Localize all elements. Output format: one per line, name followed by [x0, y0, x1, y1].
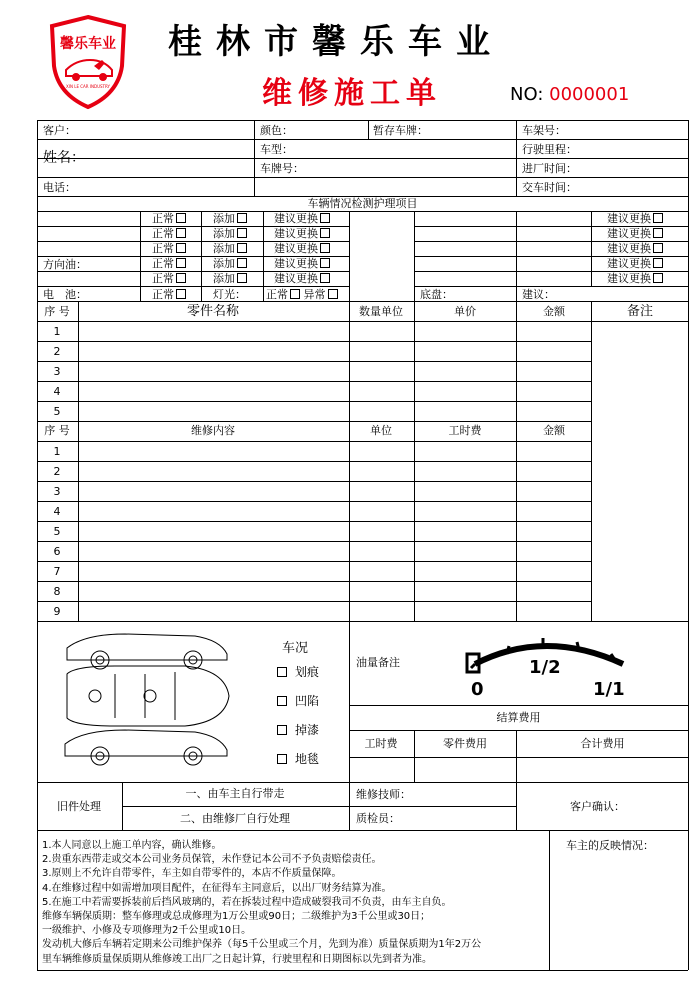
grid-line	[37, 401, 591, 402]
parts-row-number: 2	[53, 345, 61, 358]
grid-line	[516, 211, 517, 301]
repair-row-number: 4	[53, 505, 61, 518]
insp-replace-3	[274, 242, 330, 255]
grid-line	[37, 521, 591, 522]
insp-replace-checkbox[interactable]	[653, 243, 663, 253]
battery-normal	[152, 288, 186, 301]
insp-replace-checkbox[interactable]	[653, 228, 663, 238]
logo-text: 馨乐车业	[60, 36, 116, 52]
grid-line	[37, 481, 591, 482]
insp-add-4	[213, 257, 247, 270]
insp-normal-label: 正常	[152, 242, 174, 255]
repair-content-header: 维修内容	[191, 424, 235, 437]
terms-line: 4.在维修过程中如需增加项目配件，在征得车主同意后，以出厂财务结算为准。	[42, 882, 392, 894]
grid-line	[37, 541, 591, 542]
inspector-label: 质检员：	[356, 812, 400, 825]
grid-line	[549, 830, 550, 970]
insp-add-label: 添加	[213, 212, 235, 225]
insp-replace-label: 建议更换	[607, 242, 651, 255]
chassis-label: 底盘：	[420, 288, 453, 301]
insp-replace-label: 建议更换	[274, 212, 318, 225]
insp-add-1	[213, 212, 247, 225]
suggest-label: 建议：	[522, 288, 555, 301]
condition-item	[277, 723, 319, 737]
insp-replace-checkbox[interactable]	[320, 243, 330, 253]
repair-row-number: 1	[53, 445, 61, 458]
repair-unit-header: 单位	[370, 424, 392, 437]
insp-normal-2	[152, 227, 186, 240]
insp-normal-5	[152, 272, 186, 285]
insp-add-label: 添加	[213, 242, 235, 255]
insp-add-checkbox[interactable]	[237, 258, 247, 268]
battery-label: 电 池：	[43, 288, 87, 301]
insp-replace-5	[274, 272, 330, 285]
condition-checkbox[interactable]	[277, 667, 287, 677]
insp-right-replace-2	[607, 227, 663, 240]
out-time-label: 交车时间：	[522, 181, 577, 194]
condition-item	[277, 752, 319, 766]
technician-label: 维修技师：	[356, 788, 411, 801]
insp-normal-checkbox[interactable]	[176, 258, 186, 268]
grid-line	[37, 830, 688, 831]
bottom-edge-strip	[0, 972, 691, 987]
insp-add-label: 添加	[213, 227, 235, 240]
insp-normal-label: 正常	[152, 272, 174, 285]
insp-replace-checkbox[interactable]	[320, 258, 330, 268]
condition-title: 车况	[282, 641, 309, 656]
vin-label: 车架号：	[522, 124, 566, 137]
repair-seq-header: 序 号	[44, 424, 70, 437]
parts-amount-header: 金额	[543, 305, 565, 318]
insp-normal-label: 正常	[152, 257, 174, 270]
grid-line	[254, 120, 255, 196]
condition-checkbox[interactable]	[277, 696, 287, 706]
insp-replace-4	[274, 257, 330, 270]
total-fee-label: 合计费用	[580, 737, 625, 750]
grid-line	[263, 211, 264, 301]
old-parts-option-2: 二、由维修厂自行处理	[180, 812, 290, 825]
insp-add-checkbox[interactable]	[237, 273, 247, 283]
grid-line	[201, 211, 202, 301]
terms-line: 1.本人同意以上施工单内容，确认维修。	[42, 840, 222, 851]
grid-line	[37, 782, 688, 783]
model-label: 车型：	[260, 143, 293, 156]
name-label: 姓名：	[43, 150, 85, 166]
repair-row-number: 9	[53, 605, 61, 618]
insp-add-3	[213, 242, 247, 255]
insp-right-replace-5	[607, 272, 663, 285]
grid-line	[37, 158, 688, 159]
grid-line	[349, 211, 350, 301]
insp-replace-label: 建议更换	[274, 272, 318, 285]
customer-confirm-label: 客户确认：	[570, 800, 625, 813]
repair-row-number: 8	[53, 585, 61, 598]
parts-seq-header: 序 号	[44, 305, 70, 318]
phone-label: 电话：	[43, 181, 76, 194]
gauge-full: 1/1	[593, 679, 625, 700]
grid-line	[516, 782, 517, 830]
insp-replace-label: 建议更换	[607, 227, 651, 240]
repair-hour-header: 工时费	[448, 424, 482, 437]
insp-replace-checkbox[interactable]	[653, 273, 663, 283]
condition-checkbox[interactable]	[277, 725, 287, 735]
grid-line	[37, 361, 591, 362]
insp-replace-label: 建议更换	[607, 212, 651, 225]
insp-right-replace-1	[607, 212, 663, 225]
terms-line: 一级维护、小修及专项修理为2千公里或10日。	[42, 925, 252, 937]
condition-item-label: 划痕	[295, 665, 320, 679]
repair-amount-header: 金额	[543, 424, 565, 437]
insp-normal-checkbox[interactable]	[176, 213, 186, 223]
document-title: 维修施工单	[262, 76, 442, 111]
parts-qty-header: 数量单位	[359, 305, 403, 318]
insp-replace-1	[274, 212, 330, 225]
repair-row-number: 3	[53, 485, 61, 498]
repair-row-number: 6	[53, 545, 61, 558]
grid-line	[414, 211, 415, 301]
labor-fee-label: 工时费	[364, 737, 398, 750]
parts-row-number: 4	[53, 385, 61, 398]
condition-item-label: 地毯	[295, 752, 320, 766]
insp-add-checkbox[interactable]	[237, 228, 247, 238]
form-number-label: NO:	[510, 84, 544, 105]
insp-replace-checkbox[interactable]	[320, 228, 330, 238]
insp-replace-checkbox[interactable]	[320, 213, 330, 223]
grid-line	[349, 705, 688, 706]
fuel-gauge	[465, 628, 635, 704]
light-options	[266, 288, 338, 301]
insp-add-label: 添加	[213, 257, 235, 270]
condition-item-label: 凹陷	[295, 694, 320, 708]
parts-remark-header: 备注	[626, 304, 653, 319]
grid-line	[37, 421, 591, 422]
grid-line	[349, 730, 688, 731]
plate-label: 车牌号：	[260, 162, 304, 175]
grid-line	[37, 621, 688, 622]
insp-add-2	[213, 227, 247, 240]
insp-right-replace-3	[607, 242, 663, 255]
grid-line	[37, 177, 688, 178]
parts-price-header: 单价	[454, 305, 476, 318]
insp-normal-checkbox[interactable]	[176, 273, 186, 283]
battery-normal-label: 正常	[152, 288, 174, 301]
parts-row-number: 5	[53, 405, 61, 418]
fuel-label: 油量备注	[356, 656, 400, 669]
insp-replace-label: 建议更换	[274, 242, 318, 255]
terms-line: 发动机大修后车辆若定期来公司维护保养（每5千公里或三个月，先到为准）质量保质期为1年2万公	[42, 939, 482, 951]
gauge-half: 1/2	[529, 657, 561, 678]
terms-line: 2.贵重东西带走或交本公司业务员保管，未作登记本公司不予负责赔偿责任。	[42, 854, 382, 866]
insp-replace-checkbox[interactable]	[653, 213, 663, 223]
terms-line: 里车辆维修质量保质期从维修竣工出厂之日起计算，行驶里程和日期图标以先到者为准。	[42, 953, 432, 965]
parts-name-header: 零件名称	[186, 304, 239, 319]
right-border	[688, 120, 689, 970]
repair-row-number: 7	[53, 565, 61, 578]
inspection-title: 车辆情况检测护理项目	[307, 197, 418, 210]
light-abnormal-checkbox[interactable]	[328, 289, 338, 299]
insp-normal-1	[152, 212, 186, 225]
grid-line	[516, 120, 517, 196]
steering-oil-label: 方向油：	[43, 258, 87, 271]
insp-add-label: 添加	[213, 272, 235, 285]
insp-normal-checkbox[interactable]	[176, 228, 186, 238]
repair-row-number: 5	[53, 525, 61, 538]
insp-replace-label: 建议更换	[274, 257, 318, 270]
gauge-empty: 0	[471, 679, 484, 700]
insp-normal-checkbox[interactable]	[176, 243, 186, 253]
bottom-border	[37, 970, 688, 971]
customer-label: 客户：	[43, 124, 76, 137]
insp-replace-checkbox[interactable]	[320, 273, 330, 283]
shield-icon	[46, 14, 130, 110]
light-normal-label: 正常	[266, 288, 288, 301]
grid-line	[349, 757, 688, 758]
grid-line	[591, 301, 592, 621]
parts-fee-label: 零件费用	[443, 737, 487, 750]
condition-item	[277, 665, 319, 679]
insp-normal-4	[152, 257, 186, 270]
insp-add-5	[213, 272, 247, 285]
grid-line	[37, 461, 591, 462]
old-parts-option-1: 一、由车主自行带走	[185, 787, 285, 800]
insp-replace-label: 建议更换	[274, 227, 318, 240]
terms-line: 3.原则上不允许自带零件，车主如自带零件的，本店不作质量保障。	[42, 868, 342, 880]
grid-line	[414, 286, 688, 287]
mileage-label: 行驶里程：	[522, 143, 577, 156]
condition-item-label: 掉漆	[295, 723, 320, 737]
parts-row-number: 3	[53, 365, 61, 378]
in-time-label: 进厂时间：	[522, 162, 577, 175]
light-abnormal-label: 异常	[303, 288, 326, 301]
grid-line	[140, 211, 141, 301]
insp-replace-label: 建议更换	[607, 272, 651, 285]
condition-item	[277, 694, 319, 708]
light-normal-checkbox[interactable]	[290, 289, 300, 299]
form-number-value: 0000001	[549, 84, 630, 105]
condition-checkbox[interactable]	[277, 754, 287, 764]
terms-line: 维修车辆保质期：整车修理或总成修理为1万公里或90日；二级维护为3千公里或30日；	[42, 911, 431, 922]
battery-normal-checkbox[interactable]	[176, 289, 186, 299]
parts-row-number: 1	[53, 325, 61, 338]
logo-subtext: XIN LE CAR INDUSTRY	[66, 84, 110, 89]
grid-line	[37, 601, 591, 602]
form-number	[510, 84, 629, 106]
grid-line	[368, 120, 369, 139]
company-name: 桂林市馨乐车业	[168, 22, 504, 62]
settlement-header: 结算费用	[496, 711, 541, 724]
insp-replace-label: 建议更换	[607, 257, 651, 270]
car-outline-icon	[55, 626, 235, 776]
terms-line: 5.在施工中若需要拆装前后挡风玻璃的，若在拆装过程中造成破裂我司不负责，由车主自负。	[42, 896, 452, 908]
insp-replace-checkbox[interactable]	[653, 258, 663, 268]
feedback-label: 车主的反映情况：	[566, 839, 654, 852]
insp-right-replace-4	[607, 257, 663, 270]
temp-plate-label: 暂存车牌：	[373, 124, 428, 137]
grid-line	[37, 581, 591, 582]
repair-row-number: 2	[53, 465, 61, 478]
insp-replace-2	[274, 227, 330, 240]
grid-line	[37, 286, 349, 287]
grid-line	[591, 211, 592, 286]
grid-line	[37, 561, 591, 562]
grid-line	[37, 501, 591, 502]
insp-normal-label: 正常	[152, 227, 174, 240]
top-border	[37, 120, 688, 121]
insp-add-checkbox[interactable]	[237, 213, 247, 223]
grid-line	[122, 806, 516, 807]
color-label: 颜色：	[260, 124, 293, 137]
grid-line	[37, 139, 688, 140]
grid-line	[37, 441, 591, 442]
old-parts-label: 旧件处理	[57, 800, 101, 813]
light-label: 灯光：	[213, 288, 246, 301]
insp-normal-label: 正常	[152, 212, 174, 225]
grid-line	[37, 341, 591, 342]
company-logo	[46, 14, 130, 110]
grid-line	[37, 381, 591, 382]
insp-normal-3	[152, 242, 186, 255]
car-diagram	[55, 626, 235, 776]
insp-add-checkbox[interactable]	[237, 243, 247, 253]
